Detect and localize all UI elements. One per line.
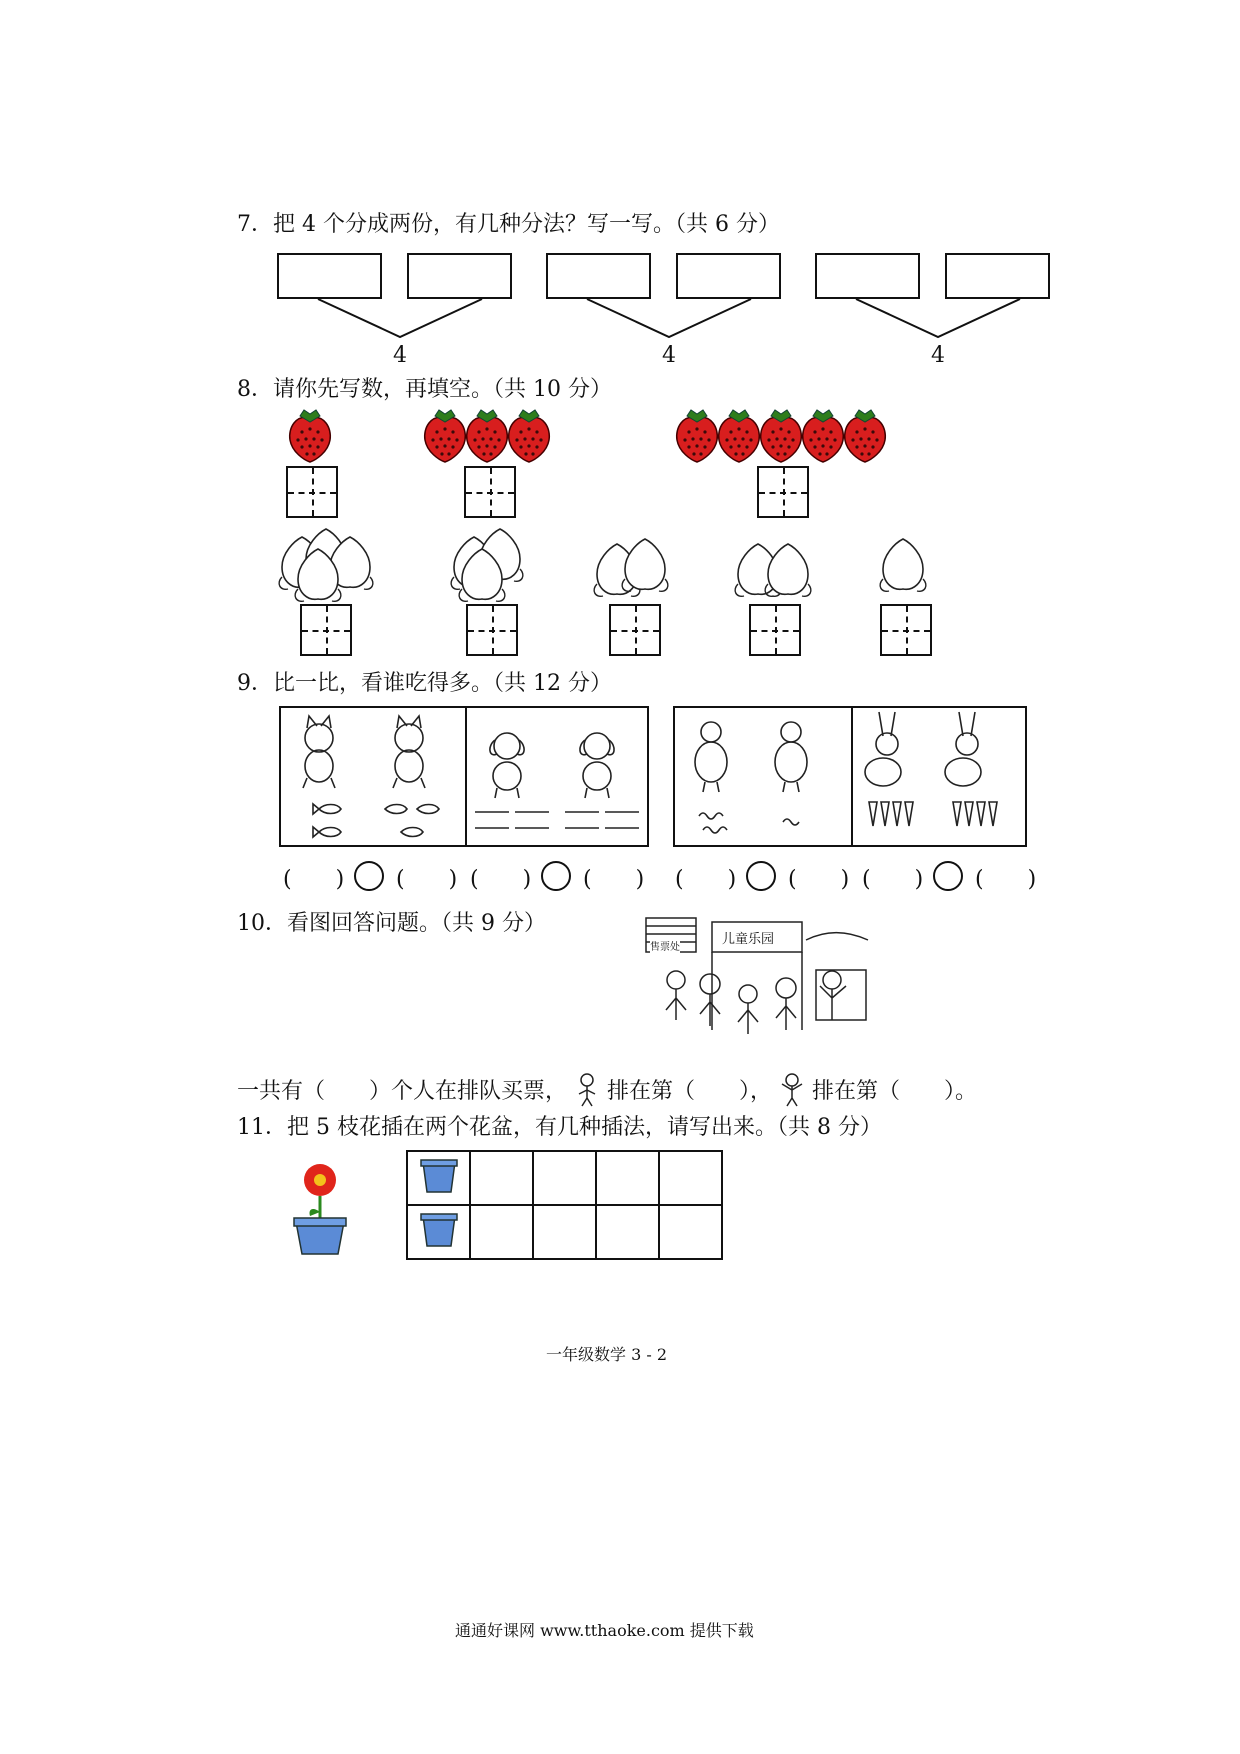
pot-cell bbox=[407, 1205, 470, 1259]
total-number: 4 bbox=[931, 343, 945, 368]
rabbit-icon bbox=[945, 712, 981, 786]
answer-cell[interactable] bbox=[533, 1205, 596, 1259]
source-footer: 通通好课网 www.tthaoke.com 提供下载 bbox=[455, 1621, 754, 1640]
answer-cell[interactable] bbox=[470, 1151, 533, 1205]
park-sign: 儿童乐园 bbox=[722, 932, 775, 947]
answer-cell[interactable] bbox=[596, 1151, 659, 1205]
answer-cell[interactable] bbox=[659, 1151, 722, 1205]
answer-cell[interactable] bbox=[659, 1205, 722, 1259]
tian-grid-box[interactable] bbox=[300, 604, 352, 656]
ticket-office-sign: 售票处 bbox=[650, 938, 680, 953]
total-number: 4 bbox=[662, 343, 676, 368]
fish-icon bbox=[313, 804, 341, 837]
answer-blank[interactable]: ( ) bbox=[975, 867, 1037, 892]
answer-sentence bbox=[237, 1072, 977, 1108]
strawberry-icon bbox=[761, 410, 802, 462]
flower-pot-icon bbox=[290, 1160, 350, 1256]
strawberries bbox=[0, 400, 1240, 470]
rabbit-icon bbox=[865, 712, 901, 786]
answer-blank[interactable]: ( ) bbox=[470, 867, 532, 892]
strawberry-icon bbox=[677, 410, 718, 462]
answer-blank[interactable]: ( ) bbox=[396, 867, 458, 892]
strawberry-icon bbox=[467, 410, 508, 462]
cat-icon bbox=[303, 716, 335, 788]
animal-illustrations bbox=[279, 706, 1027, 847]
strawberry-icon bbox=[803, 410, 844, 462]
chicken-icon bbox=[695, 722, 727, 792]
question-7: 7．把 4 个分成两份，有几种分法？写一写。（共 6 分） bbox=[237, 212, 780, 237]
dog-icon bbox=[490, 733, 524, 798]
strawberry-icon bbox=[719, 410, 760, 462]
question-10: 10．看图回答问题。（共 9 分） bbox=[237, 911, 546, 936]
peaches bbox=[0, 525, 1240, 605]
page-number: 一年级数学 3 - 2 bbox=[546, 1345, 668, 1364]
answer-part-1: 一共有（ ）个人在排队买票， bbox=[237, 1079, 568, 1104]
answer-blank[interactable]: ( ) bbox=[788, 867, 850, 892]
strawberry-icon bbox=[290, 410, 331, 462]
split-lines bbox=[0, 0, 1240, 360]
answer-blank[interactable]: ( ) bbox=[675, 867, 737, 892]
tian-grid-box[interactable] bbox=[880, 604, 932, 656]
cat-icon bbox=[393, 716, 425, 788]
strawberry-icon bbox=[425, 410, 466, 462]
strawberry-icon bbox=[845, 410, 886, 462]
tian-grid-box[interactable] bbox=[464, 466, 516, 518]
answer-blank[interactable]: ( ) bbox=[862, 867, 924, 892]
dog-icon bbox=[580, 733, 614, 798]
answer-cell[interactable] bbox=[470, 1205, 533, 1259]
answer-part-3: 排在第（ ）。 bbox=[812, 1079, 978, 1104]
compare-circle[interactable] bbox=[746, 861, 776, 891]
answer-part-2: 排在第（ ）， bbox=[607, 1079, 773, 1104]
tian-grid-box[interactable] bbox=[749, 604, 801, 656]
compare-circle[interactable] bbox=[541, 861, 571, 891]
answer-blank[interactable]: ( ) bbox=[283, 867, 345, 892]
tian-grid-box[interactable] bbox=[466, 604, 518, 656]
tian-grid-box[interactable] bbox=[286, 466, 338, 518]
strawberry-icon bbox=[509, 410, 550, 462]
ticket-line-illustration bbox=[636, 910, 876, 1045]
flower-pot-table bbox=[406, 1150, 723, 1260]
girl-icon bbox=[574, 1072, 600, 1108]
compare-circle[interactable] bbox=[354, 861, 384, 891]
bone-icon bbox=[475, 812, 639, 828]
compare-circle[interactable] bbox=[933, 861, 963, 891]
question-8: 8．请你先写数，再填空。（共 10 分） bbox=[237, 377, 612, 402]
total-number: 4 bbox=[393, 343, 407, 368]
chicken-icon bbox=[775, 722, 807, 792]
answer-blank[interactable]: ( ) bbox=[583, 867, 645, 892]
question-9: 9．比一比，看谁吃得多。（共 12 分） bbox=[237, 671, 612, 696]
worm-icon bbox=[699, 813, 799, 833]
tian-grid-box[interactable] bbox=[609, 604, 661, 656]
carrot-icon bbox=[869, 802, 997, 826]
fish-icon bbox=[385, 805, 439, 837]
tian-grid-box[interactable] bbox=[757, 466, 809, 518]
pot-cell bbox=[407, 1151, 470, 1205]
answer-cell[interactable] bbox=[596, 1205, 659, 1259]
boy-icon bbox=[779, 1072, 805, 1108]
question-11: 11．把 5 枝花插在两个花盆，有几种插法，请写出来。（共 8 分） bbox=[237, 1115, 882, 1140]
answer-cell[interactable] bbox=[533, 1151, 596, 1205]
